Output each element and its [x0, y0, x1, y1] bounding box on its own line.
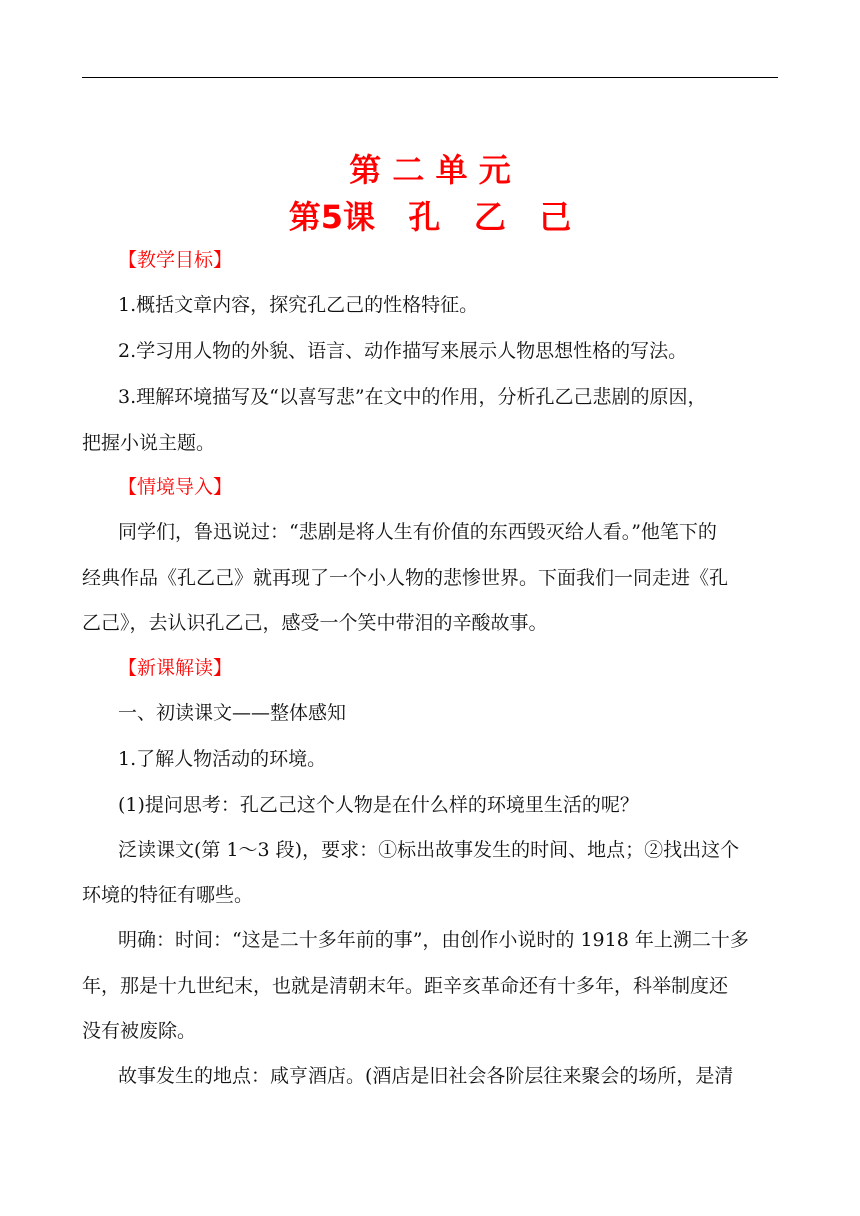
intro-line-2: 经典作品《孔乙己》就再现了一个小人物的悲惨世界。下面我们一同走进《孔 [82, 567, 729, 589]
header-rule [82, 77, 778, 78]
answer-place-line-1: 故事发生的地点：咸亨酒店。(酒店是旧社会各阶层往来聚会的场所，是清 [118, 1065, 734, 1087]
unit-title: 第 二 单 元 [349, 151, 511, 189]
lesson-title: 第5课 孔 乙 己 [288, 198, 572, 236]
section-heading-objectives: 【教学目标】 [118, 249, 233, 271]
intro-line-1: 同学们，鲁迅说过：“悲剧是将人生有价值的东西毁灭给人看。”他笔下的 [118, 521, 717, 543]
answer-time-line-1: 明确：时间：“这是二十多年前的事”，由创作小说时的 1918 年上溯二十多 [118, 929, 749, 951]
section-heading-intro: 【情境导入】 [118, 476, 233, 498]
objective-item-2: 2.学习用人物的外貌、语言、动作描写来展示人物思想性格的写法。 [118, 340, 688, 362]
point-1: 1.了解人物活动的环境。 [118, 748, 327, 770]
reading-task-line-1: 泛读课文(第 1～3 段)，要求：①标出故事发生的时间、地点；②找出这个 [118, 839, 740, 861]
answer-time-line-3: 没有被废除。 [82, 1020, 197, 1042]
section-heading-new-lesson: 【新课解读】 [118, 657, 233, 679]
objective-item-3-line-1: 3.理解环境描写及“以喜写悲”在文中的作用，分析孔乙己悲剧的原因， [118, 386, 707, 408]
objective-item-3-line-2: 把握小说主题。 [82, 432, 216, 454]
intro-line-3: 乙己》，去认识孔乙己，感受一个笑中带泪的辛酸故事。 [82, 612, 548, 634]
reading-task-line-2: 环境的特征有哪些。 [82, 884, 254, 906]
answer-time-line-2: 年，那是十九世纪末，也就是清朝末年。距辛亥革命还有十多年，科举制度还 [82, 975, 729, 997]
objective-item-1: 1.概括文章内容，探究孔乙己的性格特征。 [118, 294, 479, 316]
part-1-title: 一、初读课文——整体感知 [118, 702, 347, 724]
question-1: (1)提问思考：孔乙己这个人物是在什么样的环境里生活的呢？ [118, 794, 639, 816]
